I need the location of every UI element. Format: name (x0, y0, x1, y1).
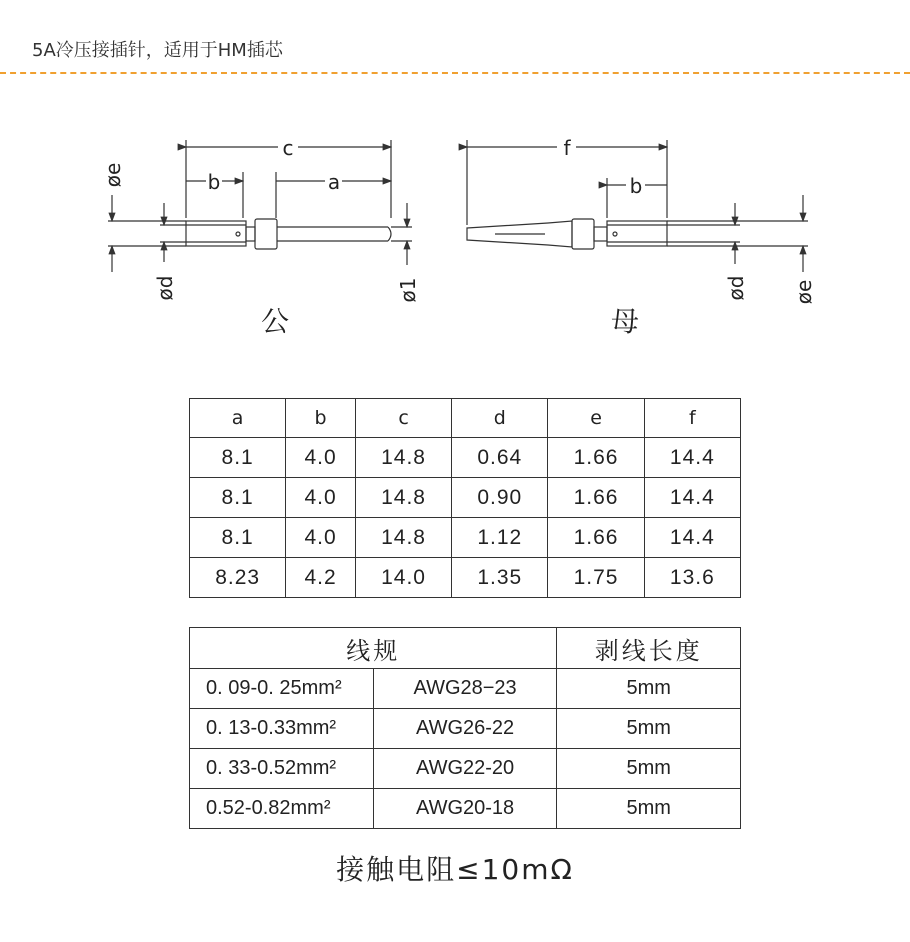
dim-label-od-female: ød (724, 275, 748, 301)
table-cell: 14.8 (355, 438, 451, 478)
table-cell: 8.1 (190, 518, 286, 558)
table-header-row (190, 399, 741, 438)
table-cell: 0.90 (452, 478, 548, 518)
table-header: a (190, 399, 286, 438)
strip-length: 5mm (557, 789, 741, 829)
table-cell: 8.1 (190, 438, 286, 478)
table-cell: 1.66 (548, 438, 644, 478)
table-cell: 14.4 (644, 518, 740, 558)
table-header: f (644, 399, 740, 438)
table-header-row (190, 628, 741, 669)
table-cell: 14.8 (355, 478, 451, 518)
table-cell: 0.64 (452, 438, 548, 478)
table-row (190, 478, 741, 518)
wire-range: 0. 33-0.52mm² (190, 749, 374, 789)
awg-value: AWG28−23 (373, 669, 557, 709)
strip-length: 5mm (557, 749, 741, 789)
page-title: 5A冷压接插针，适用于HM插芯 (32, 40, 283, 61)
wire-range: 0. 09-0. 25mm² (190, 669, 374, 709)
male-caption: 公 (260, 305, 290, 338)
dim-label-o1: ø1 (396, 277, 420, 303)
awg-value: AWG20-18 (373, 789, 557, 829)
table-row (190, 558, 741, 598)
table-header: b (286, 399, 356, 438)
awg-value: AWG26-22 (373, 709, 557, 749)
table-cell: 8.1 (190, 478, 286, 518)
female-pin (467, 140, 808, 272)
table-cell: 4.0 (286, 478, 356, 518)
table-cell: 4.0 (286, 518, 356, 558)
female-caption: 母 (610, 305, 640, 338)
table-cell: 1.12 (452, 518, 548, 558)
dim-label-c: c (282, 136, 294, 160)
dim-label-od: ød (153, 275, 177, 301)
table-cell: 1.35 (452, 558, 548, 598)
table-cell: 4.2 (286, 558, 356, 598)
table-cell: 14.4 (644, 438, 740, 478)
table-cell: 14.8 (355, 518, 451, 558)
dim-label-f: f (563, 136, 571, 160)
wire-gauge-table (189, 627, 741, 829)
wire-range: 0. 13-0.33mm² (190, 709, 374, 749)
dim-label-oe: øe (101, 162, 125, 188)
dim-label-oe-female: øe (792, 279, 816, 305)
table-cell: 1.66 (548, 478, 644, 518)
table-header: d (452, 399, 548, 438)
contact-resistance-note: 接触电阻≤10mΩ (336, 853, 574, 886)
table-row (190, 749, 741, 789)
table-row (190, 669, 741, 709)
table-cell: 1.66 (548, 518, 644, 558)
dim-label-b: b (207, 170, 221, 194)
table-cell: 13.6 (644, 558, 740, 598)
table-header: c (355, 399, 451, 438)
dim-label-b-female: b (629, 174, 643, 198)
male-pin (108, 140, 412, 272)
table-cell: 1.75 (548, 558, 644, 598)
dimensions-table (189, 398, 741, 598)
table-cell: 14.0 (355, 558, 451, 598)
table-row (190, 709, 741, 749)
wire-range: 0.52-0.82mm² (190, 789, 374, 829)
pin-drawing (0, 0, 910, 360)
dim-label-a: a (327, 170, 341, 194)
awg-value: AWG22-20 (373, 749, 557, 789)
wire-gauge-header: 线规 (190, 628, 557, 669)
table-row (190, 789, 741, 829)
table-row (190, 518, 741, 558)
table-cell: 4.0 (286, 438, 356, 478)
strip-length: 5mm (557, 669, 741, 709)
table-cell: 8.23 (190, 558, 286, 598)
strip-length: 5mm (557, 709, 741, 749)
strip-length-header: 剥线长度 (557, 628, 741, 669)
table-row (190, 438, 741, 478)
table-cell: 14.4 (644, 478, 740, 518)
table-header: e (548, 399, 644, 438)
